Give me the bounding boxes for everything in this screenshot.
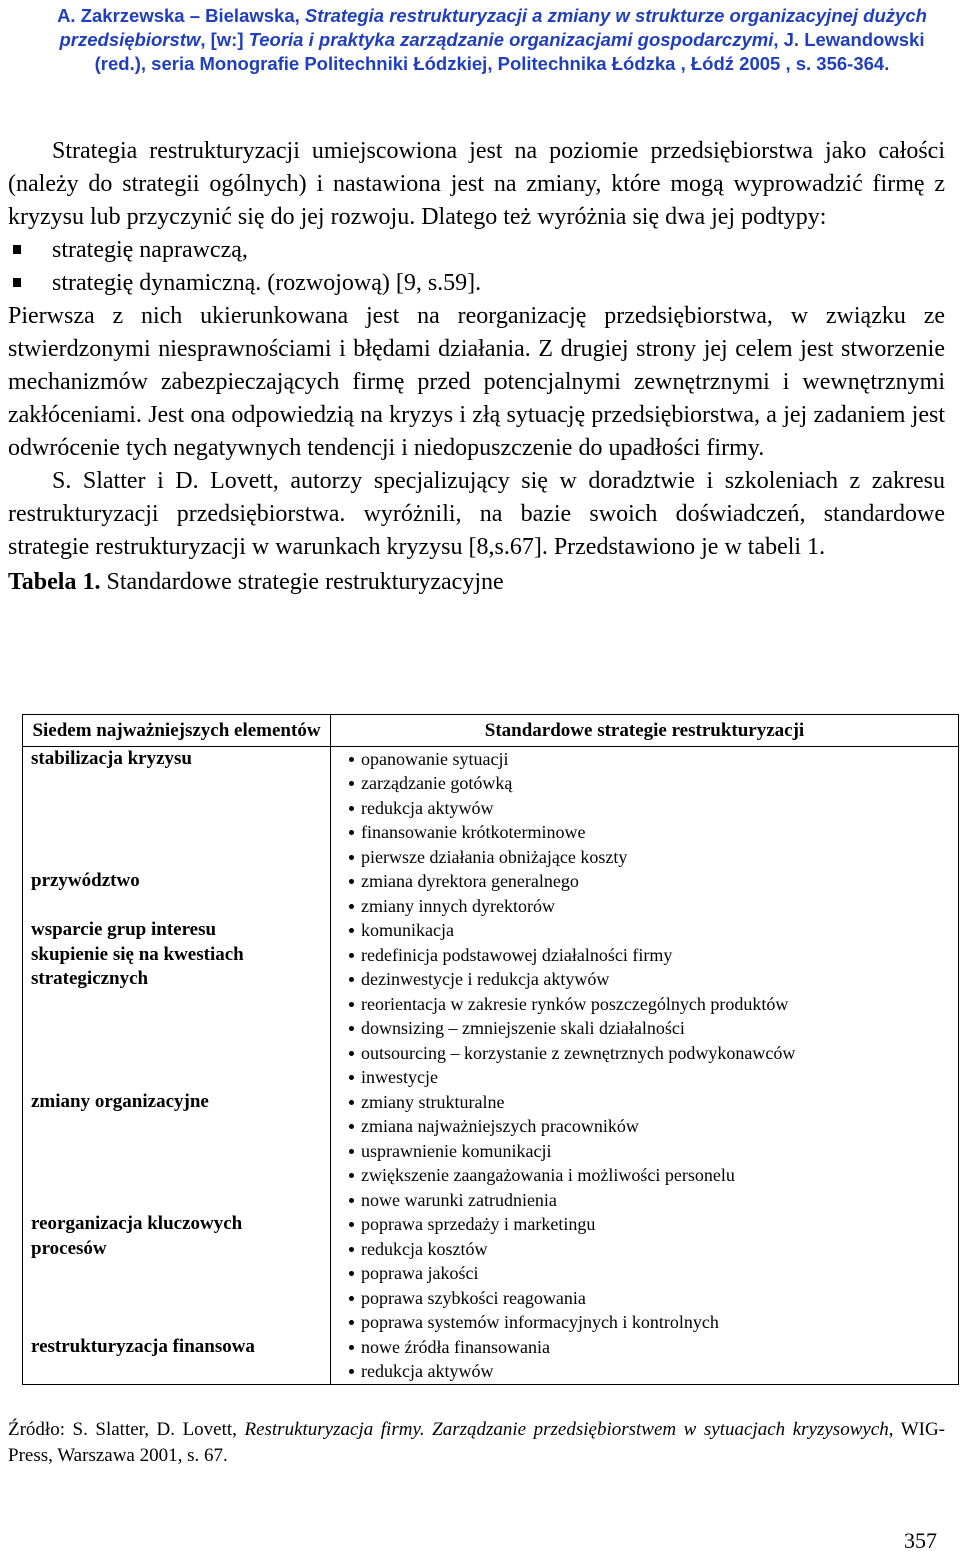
strategy-item: inwestycje <box>361 1065 950 1090</box>
strategy-item: zwiększenie zaangażowania i możliwości personelu <box>361 1163 950 1188</box>
strategy-item: poprawa sprzedaży i marketingu <box>361 1212 950 1237</box>
citation-header <box>52 4 932 76</box>
strategy-item: opanowanie sytuacji <box>361 747 950 772</box>
header-authors: A. Zakrzewska – Bielawska, <box>57 5 300 26</box>
strategies-cell <box>331 918 959 943</box>
paragraph-3: S. Slatter i D. Lovett, autorzy specjalizujący się w doradztwie i szkoleniach z zakresu restrukturyzacji przedsiębiorstwa. wyróżnili, na bazie swoich doświadczeń, standardowe strategie restrukturyzacji w warunkach kryzysu [8,s.67]. Przedstawiono je w tabeli 1. <box>8 468 945 560</box>
strategy-item: nowe źródła finansowania <box>361 1335 950 1360</box>
strategy-item: redukcja kosztów <box>361 1237 950 1262</box>
table-row <box>23 943 959 1090</box>
page-number: 357 <box>904 1528 937 1553</box>
table-row <box>23 869 959 918</box>
table-row <box>23 1090 959 1213</box>
strategy-table-body <box>23 746 959 1384</box>
header-book-title: Teoria i praktyka zarządzanie organizacjami gospodarczymi <box>248 29 774 50</box>
strategy-item: reorientacja w zakresie rynków poszczególnych produktów <box>361 992 950 1017</box>
header-strategies: Standardowe strategie restrukturyzacji <box>331 715 959 747</box>
strategies-cell <box>331 869 959 918</box>
strategy-item: finansowanie krótkoterminowe <box>361 820 950 845</box>
table-header-row <box>23 715 959 747</box>
element-cell: skupienie się na kwestiach strategicznych <box>23 943 331 1090</box>
strategy-item: poprawa systemów informacyjnych i kontrolnych <box>361 1310 950 1335</box>
paragraph-2: Pierwsza z nich ukierunkowana jest na reorganizację przedsiębiorstwa, w związku ze stwierdzonymi niesprawnościami i błędami działania. Z drugiej strony jej celem jest stworzenie mechanizmów zabezpieczających firmę przed potencjalnymi zewnętrznymi i wewnętrznymi zakłóceniami. Jest ona odpowiedzią na kryzys i złą sytuację przedsiębiorstwa, a jej zadaniem jest odwrócenie tych negatywnych tendencji i niedopuszczenie do upadłości firmy. <box>8 303 945 461</box>
strategies-cell <box>331 1090 959 1213</box>
strategy-item: pierwsze działania obniżające koszty <box>361 845 950 870</box>
strategy-item: usprawnienie komunikacji <box>361 1139 950 1164</box>
table-caption <box>8 566 945 599</box>
strategy-list <box>339 1335 950 1384</box>
subtype-item: strategię naprawczą, <box>52 234 945 267</box>
table-row <box>23 1212 959 1335</box>
strategy-item: downsizing – zmniejszenie skali działalności <box>361 1016 950 1041</box>
table-source <box>8 1417 945 1469</box>
strategy-item: poprawa szybkości reagowania <box>361 1286 950 1311</box>
element-cell: wsparcie grup interesu <box>23 918 331 943</box>
table-row <box>23 918 959 943</box>
table-caption-label: Tabela 1. <box>8 569 101 595</box>
strategy-table <box>22 714 959 1385</box>
table-row <box>23 1335 959 1385</box>
strategies-cell <box>331 1335 959 1385</box>
table-row <box>23 746 959 869</box>
strategies-cell <box>331 1212 959 1335</box>
strategy-item: redukcja aktywów <box>361 796 950 821</box>
header-rest: , J. Lewandowski (red.), seria Monografie Politechniki Łódzkiej, Politechnika Łódzka , Łódź 2005 , s. 356-364. <box>94 29 925 74</box>
element-cell: przywództwo <box>23 869 331 918</box>
table-caption-text: Standardowe strategie restrukturyzacyjne <box>100 569 504 595</box>
strategy-item: dezinwestycje i redukcja aktywów <box>361 967 950 992</box>
header-article-title: Strategia restrukturyzacji a zmiany w strukturze organizacyjnej dużych przedsiębiorstw <box>59 5 927 50</box>
strategy-list <box>339 1090 950 1213</box>
element-cell: zmiany organizacyjne <box>23 1090 331 1213</box>
strategy-list <box>339 1212 950 1335</box>
source-prefix: Źródło: S. Slatter, D. Lovett, <box>8 1419 245 1440</box>
strategy-item: outsourcing – korzystanie z zewnętrznych podwykonawców <box>361 1041 950 1066</box>
element-cell: reorganizacja kluczowych procesów <box>23 1212 331 1335</box>
strategy-item: zmiana dyrektora generalnego <box>361 869 950 894</box>
paragraph-1: Strategia restrukturyzacji umiejscowiona jest na poziomie przedsiębiorstwa jako całości (należy do strategii ogólnych) i nastawiona jest na zmiany, które mogą wyprowadzić firmę z kryzysu lub przyczynić się do jej rozwoju. Dlatego też wyróżnia się dwa jej podtypy: <box>8 138 945 230</box>
subtype-list <box>8 234 945 300</box>
strategies-cell <box>331 746 959 869</box>
strategy-item: zarządzanie gotówką <box>361 771 950 796</box>
body-text <box>8 135 945 603</box>
header-elements: Siedem najważniejszych elementów <box>23 715 331 747</box>
strategy-item: zmiana najważniejszych pracowników <box>361 1114 950 1139</box>
strategy-list <box>339 943 950 1090</box>
strategy-item: zmiany strukturalne <box>361 1090 950 1115</box>
strategy-item: redefinicja podstawowej działalności firmy <box>361 943 950 968</box>
strategy-list <box>339 918 950 943</box>
strategy-item: zmiany innych dyrektorów <box>361 894 950 919</box>
strategy-item: komunikacja <box>361 918 950 943</box>
source-suffix: , WIG-Press, Warszawa 2001, s. 67. <box>8 1419 945 1466</box>
strategies-cell <box>331 943 959 1090</box>
strategy-list <box>339 869 950 918</box>
element-cell: restrukturyzacja finansowa <box>23 1335 331 1385</box>
subtype-item: strategię dynamiczną. (rozwojową) [9, s.59]. <box>52 267 945 300</box>
strategy-item: nowe warunki zatrudnienia <box>361 1188 950 1213</box>
strategy-item: poprawa jakości <box>361 1261 950 1286</box>
strategy-item: redukcja aktywów <box>361 1359 950 1384</box>
header-in: , [w:] <box>200 29 244 50</box>
strategy-list <box>339 747 950 870</box>
source-title: Restrukturyzacja firmy. Zarządzanie przedsiębiorstwem w sytuacjach kryzysowych <box>244 1419 889 1440</box>
element-cell: stabilizacja kryzysu <box>23 746 331 869</box>
